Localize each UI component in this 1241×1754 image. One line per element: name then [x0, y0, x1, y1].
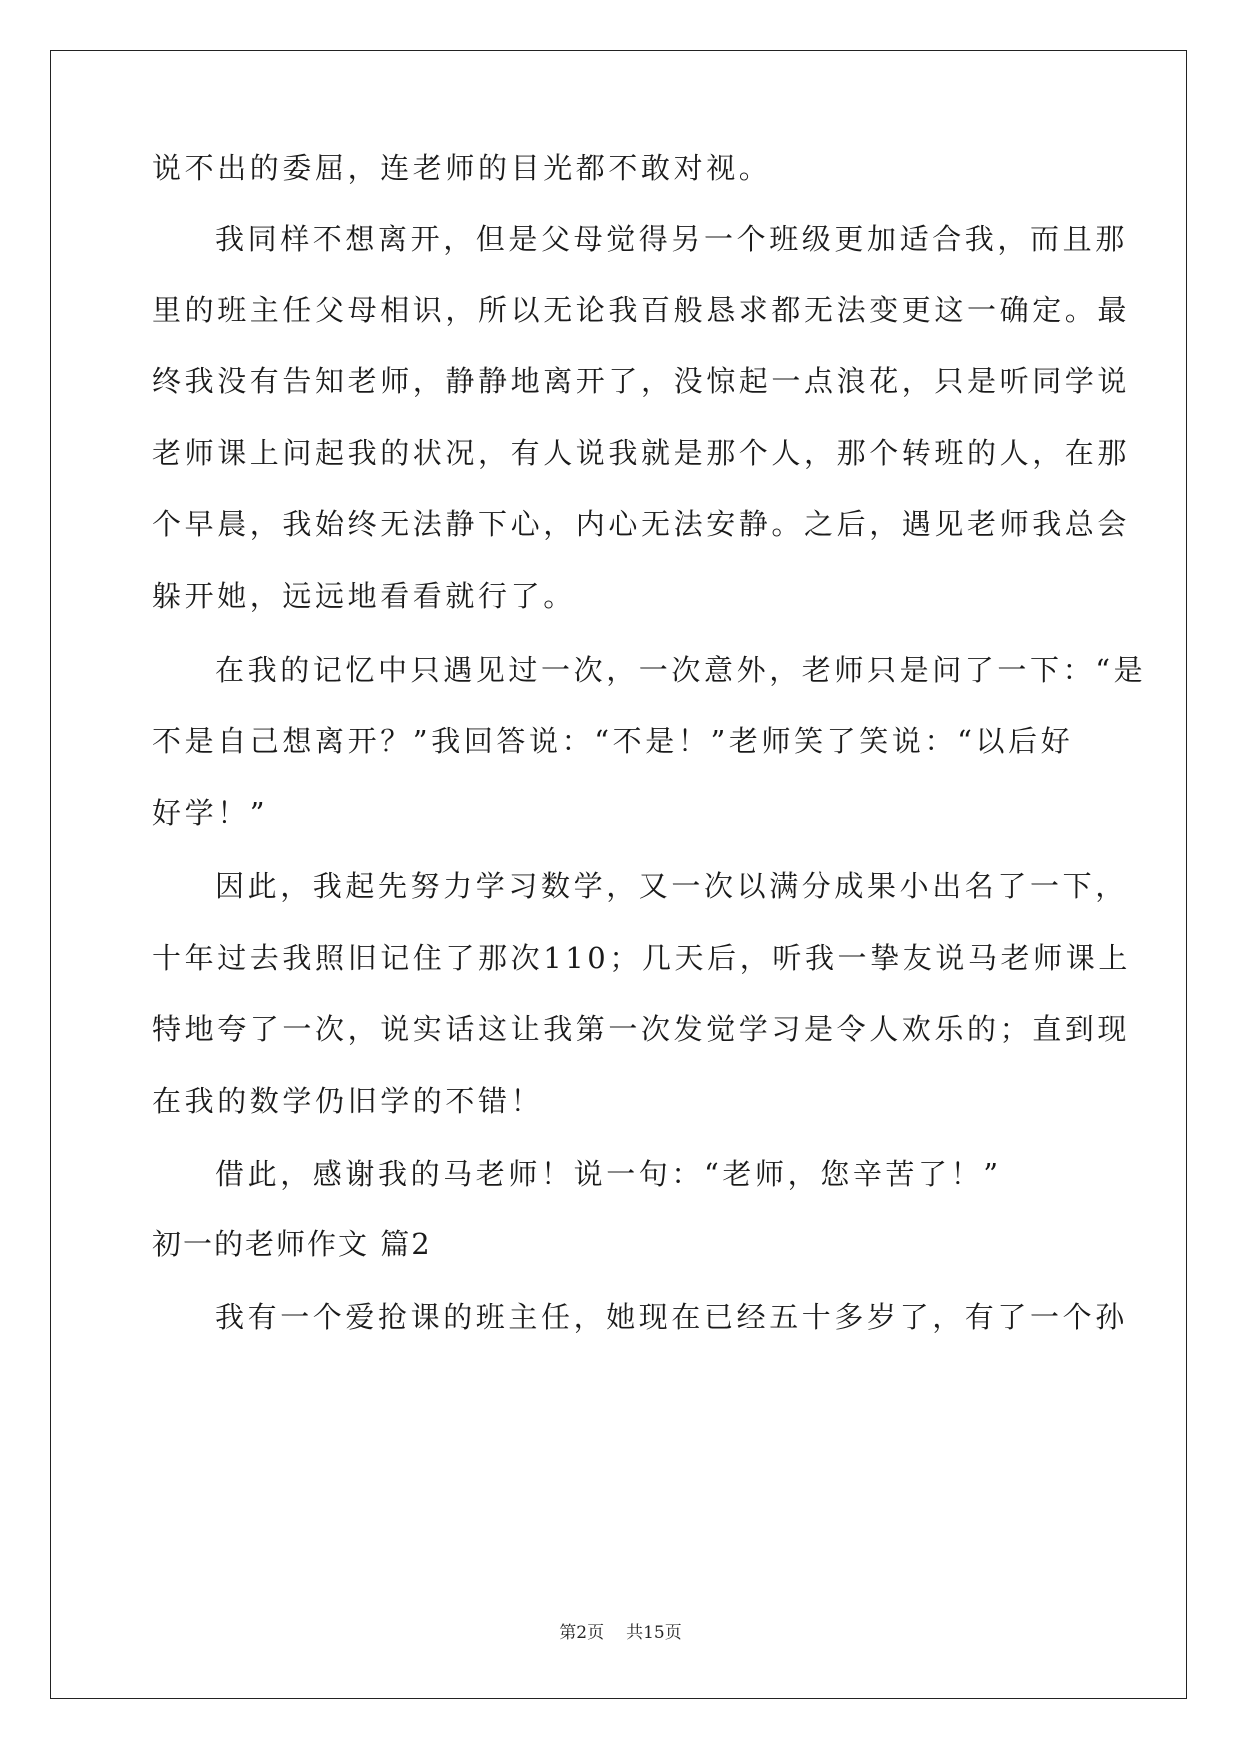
- text-line: 我有一个爱抢课的班主任，她现在已经五十多岁了，有了一个孙: [215, 1300, 1128, 1334]
- page-footer: [0, 1618, 1241, 1643]
- section-heading: 初一的老师作文 篇2: [152, 1227, 432, 1261]
- page-total: 共15页: [626, 1623, 682, 1643]
- text-line: 我同样不想离开，但是父母觉得另一个班级更加适合我，而且那: [215, 222, 1128, 256]
- text-line: 特地夸了一次，说实话这让我第一次发觉学习是令人欢乐的；直到现: [152, 1012, 1131, 1046]
- text-line: 在我的数学仍旧学的不错！: [152, 1084, 544, 1118]
- text-line: 老师课上问起我的状况，有人说我就是那个人，那个转班的人，在那: [152, 436, 1131, 470]
- page-number: 第2页: [559, 1623, 605, 1643]
- text-line: 终我没有告知老师，静静地离开了，没惊起一点浪花，只是听同学说: [152, 364, 1131, 398]
- text-line: 好学！”: [152, 796, 269, 830]
- text-line: 借此，感谢我的马老师！说一句：“老师，您辛苦了！”: [215, 1157, 1002, 1191]
- text-line: 在我的记忆中只遇见过一次，一次意外，老师只是问了一下：“是: [215, 653, 1147, 687]
- text-line: 里的班主任父母相识，所以无论我百般恳求都无法变更这一确定。最: [152, 293, 1131, 327]
- text-line: 说不出的委屈，连老师的目光都不敢对视。: [152, 151, 772, 185]
- text-line: 因此，我起先努力学习数学，又一次以满分成果小出名了一下，: [215, 869, 1128, 903]
- text-line: 十年过去我照旧记住了那次110；几天后，听我一挚友说马老师课上: [152, 941, 1131, 975]
- text-line: 躲开她，远远地看看就行了。: [152, 579, 576, 613]
- text-line: 不是自己想离开？”我回答说：“不是！”老师笑了笑说：“以后好: [152, 724, 1074, 758]
- text-line: 个早晨，我始终无法静下心，内心无法安静。之后，遇见老师我总会: [152, 507, 1131, 541]
